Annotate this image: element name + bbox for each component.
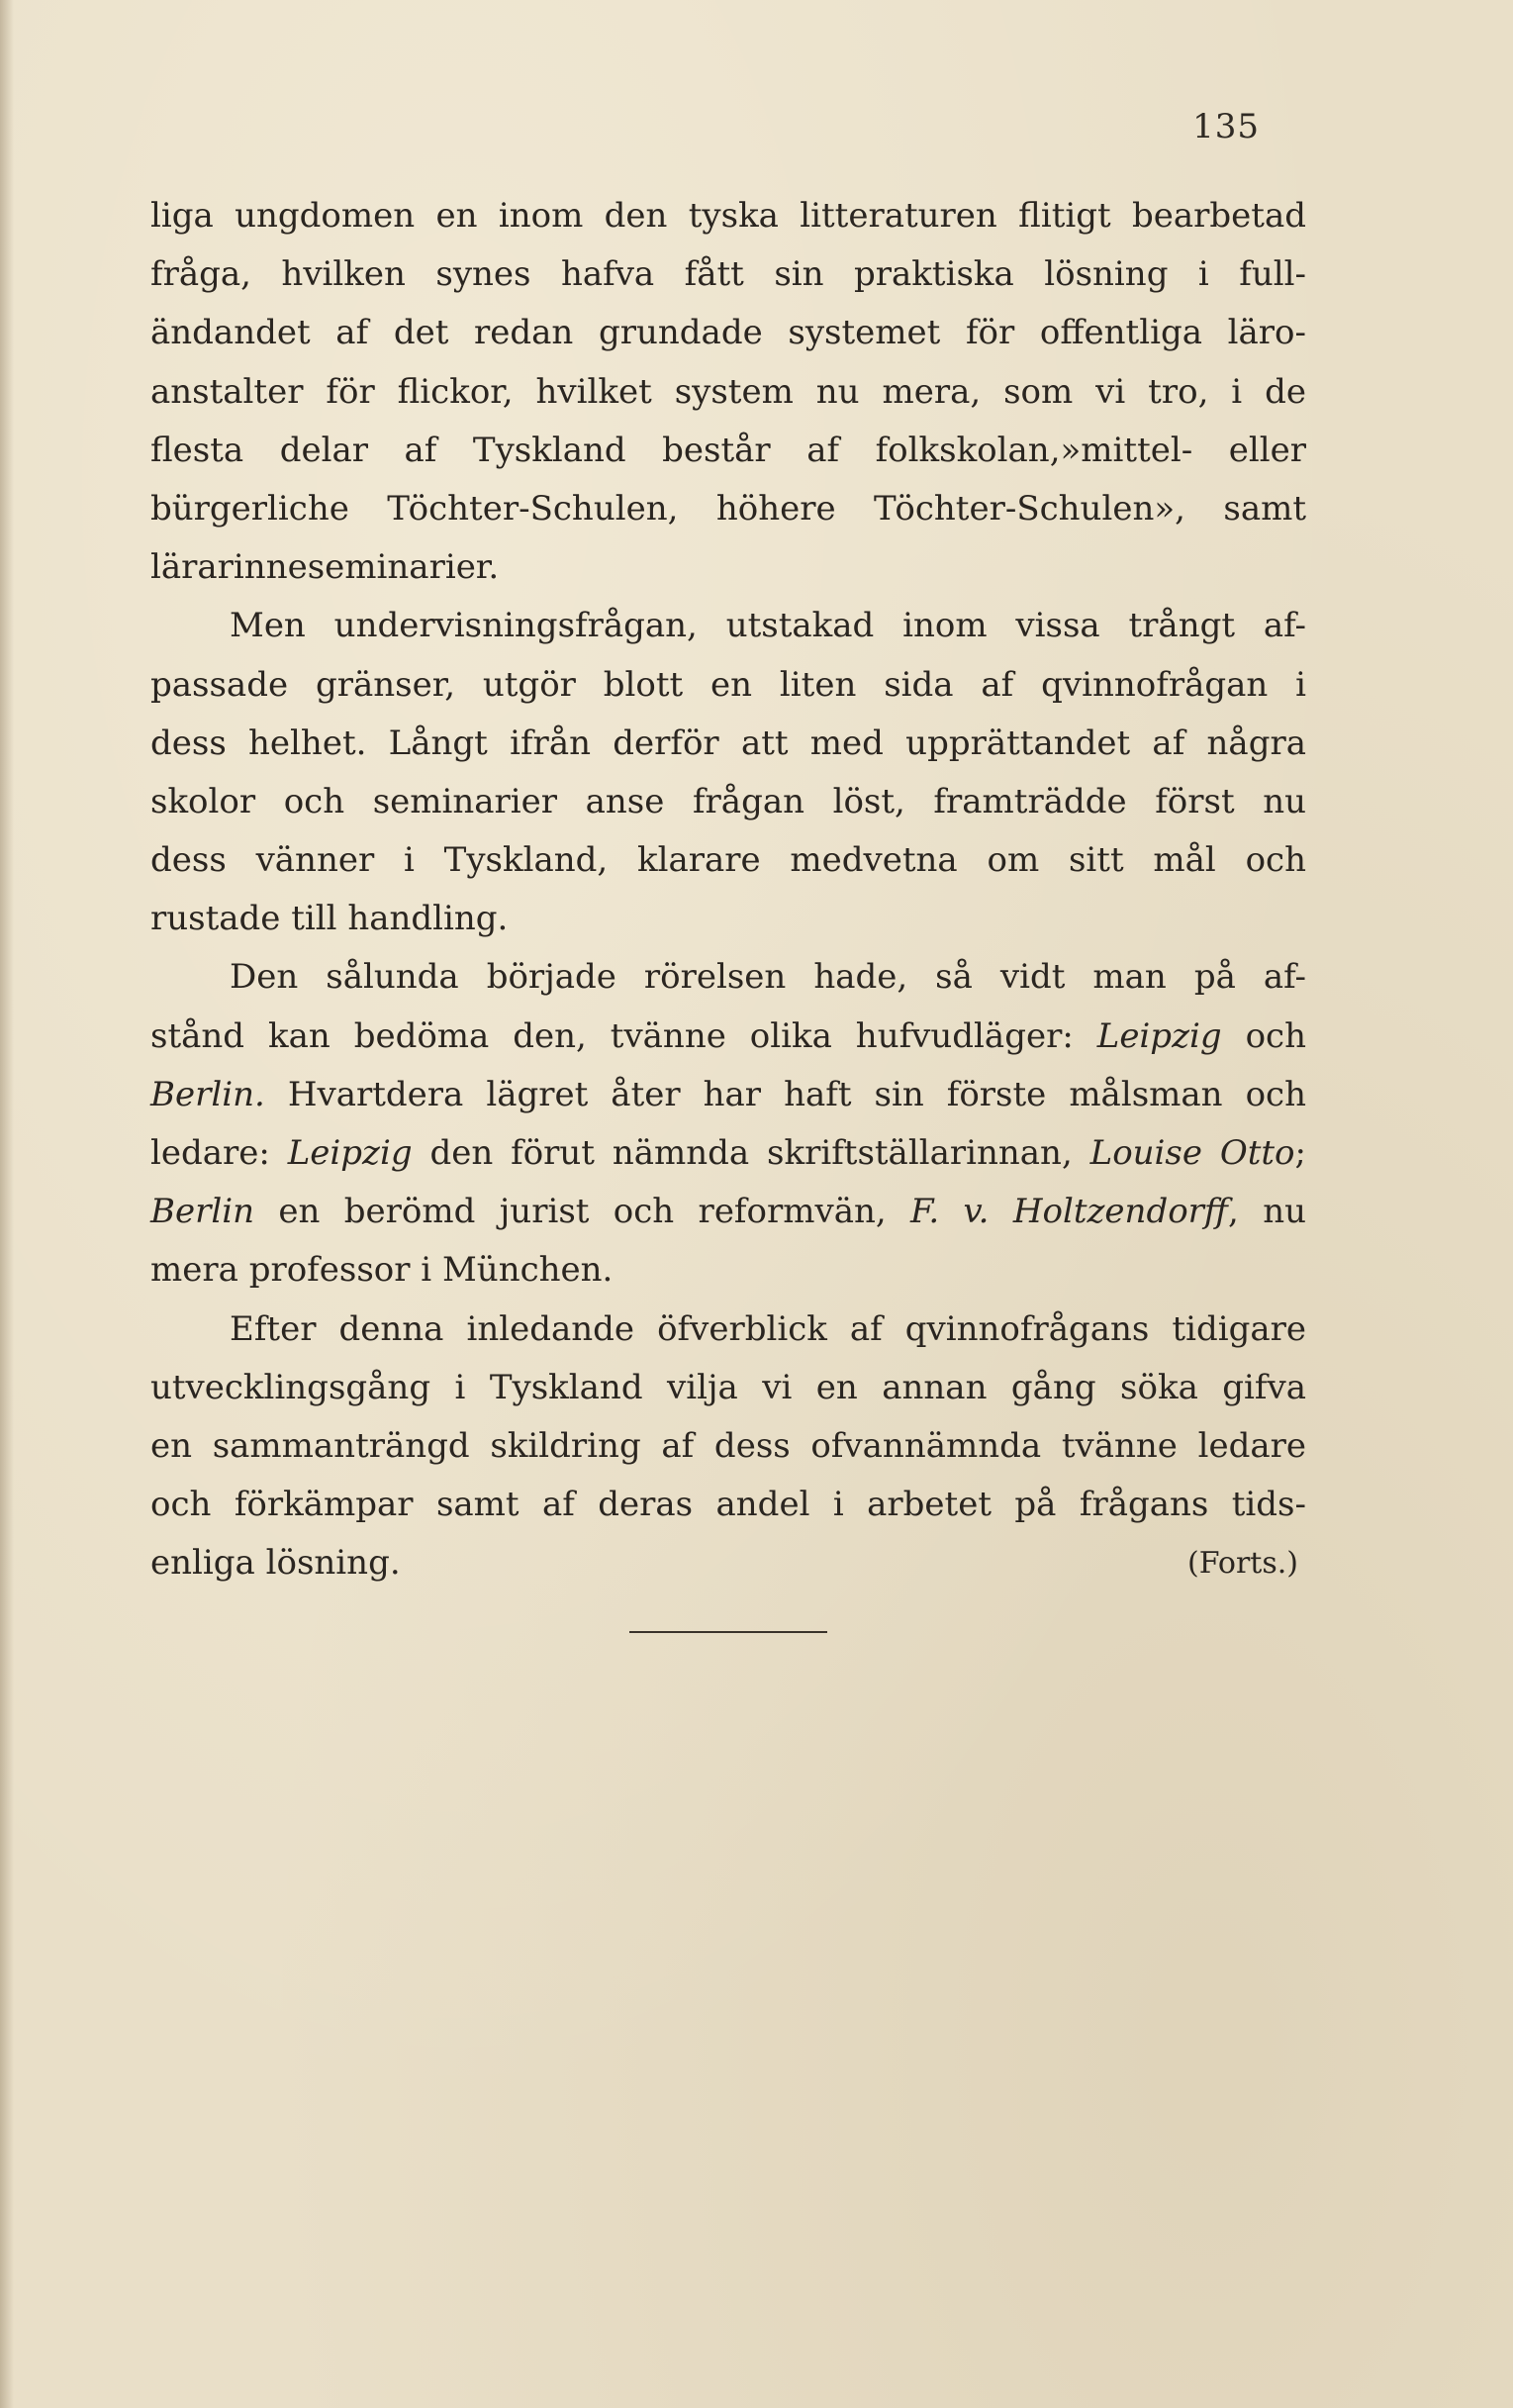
body-text <box>150 187 1306 1593</box>
text-fragment: enliga lösning. <box>150 1543 401 1584</box>
text-line <box>150 1183 1306 1241</box>
continuation-note: (Forts.) <box>1187 1546 1298 1582</box>
person-name: F. v. Holtzendorff <box>910 1192 1229 1232</box>
text-fragment: och <box>1245 1015 1306 1056</box>
text-line: dess helhet. Långt ifrån derför att med upprättandet af några <box>150 722 1306 763</box>
text-line <box>150 1008 1306 1066</box>
text-line <box>150 1534 1306 1592</box>
place-name: Leipzig <box>287 1133 413 1173</box>
text-line: Efter denna inledande öfverblick af qvinnofrågans tidigare <box>230 1308 1306 1349</box>
text-line: Men undervisningsfrågan, utstakad inom vissa trångt af- <box>230 606 1306 646</box>
text-line: mera professor i München. <box>150 1250 614 1291</box>
text-line: skolor och seminarier anse frågan löst, framträdde först nu <box>150 781 1306 821</box>
place-name: Berlin. <box>150 1074 265 1114</box>
place-name: Leipzig <box>1096 1015 1222 1056</box>
text-line: dess vänner i Tyskland, klarare medvetna om sitt mål och <box>150 840 1306 881</box>
text-fragment: stånd kan bedöma den, tvänne olika hufvudläger: <box>150 1015 1074 1056</box>
text-line: passade gränser, utgör blott en liten sida af qvinnofrågan i <box>150 664 1306 705</box>
text-line: bürgerliche Töchter-Schulen, höhere Töchter-Schulen», samt <box>150 488 1306 529</box>
text-fragment: , nu <box>1228 1192 1306 1232</box>
text-line <box>150 1066 1306 1124</box>
text-line: ändandet af det redan grundade systemet för offentliga läro- <box>150 313 1306 353</box>
text-line: och förkämpar samt af deras andel i arbetet på frågans tids- <box>150 1485 1306 1525</box>
text-line: Den sålunda började rörelsen hade, så vidt man på af- <box>230 957 1306 998</box>
text-line: lärarinneseminarier. <box>150 547 500 588</box>
text-fragment: ; <box>1294 1133 1306 1173</box>
text-line: fråga, hvilken synes hafva fått sin praktiska lösning i full- <box>150 254 1306 295</box>
page-edge-shadow <box>0 0 14 2408</box>
text-line: liga ungdomen en inom den tyska litteraturen flitigt bearbetad <box>150 196 1306 236</box>
text-fragment: den förut nämnda skriftställarinnan, <box>429 1133 1073 1173</box>
text-line: flesta delar af Tyskland består af folkskolan,»mittel- eller <box>150 430 1306 470</box>
place-name: Berlin <box>150 1192 255 1232</box>
section-divider <box>629 1631 827 1633</box>
text-line <box>150 1124 1306 1183</box>
person-name: Louise Otto <box>1089 1133 1295 1173</box>
text-line: rustade till handling. <box>150 899 509 939</box>
text-fragment: ledare: <box>150 1133 270 1173</box>
text-line: en sammanträngd skildring af dess ofvannämnda tvänne ledare <box>150 1425 1306 1466</box>
text-line: anstalter för flickor, hvilket system nu mera, som vi tro, i de <box>150 371 1306 412</box>
page-number: 135 <box>1192 107 1260 146</box>
text-fragment: en berömd jurist och reformvän, <box>278 1192 887 1232</box>
text-line: utvecklingsgång i Tyskland vilja vi en annan gång söka gifva <box>150 1367 1306 1407</box>
text-fragment: Hvartdera lägret åter har haft sin förste målsman och <box>287 1074 1306 1114</box>
